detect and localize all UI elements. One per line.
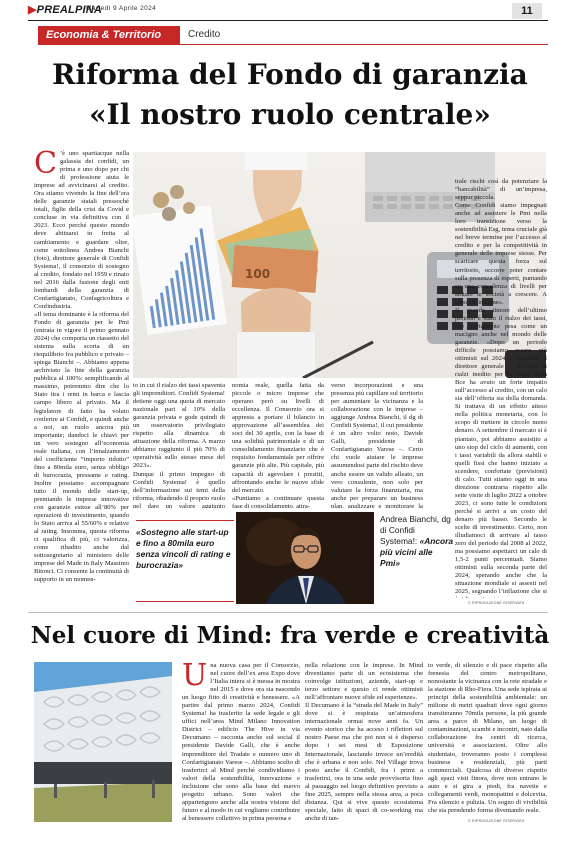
article2-column-1 (182, 662, 300, 822)
article1-credit: © RIPRODUZIONE RISERVATA (468, 601, 525, 605)
article1-caption-quote (380, 514, 454, 569)
article1-col3b-text: «Puntiamo a continuare questa fase di consolidamento, attra- (232, 494, 324, 508)
issue-date: Martedì 9 Aprile 2024 (86, 5, 157, 12)
section-subtag: Credito (188, 29, 221, 40)
andrea-bianchi-portrait (236, 512, 374, 604)
brand-text: PREALPINA (36, 4, 103, 16)
page-header (0, 0, 580, 20)
article1-column-2 (133, 382, 225, 508)
section-tag: Economia & Territorio (38, 26, 180, 44)
section-bar (38, 26, 220, 44)
article1-col2-text: to in cui il rialzo dei tassi spaventa gli imprenditori. Confidi Systema! detiene oggi una quota di mercato nazionale pari al 10% della garanzia privata e gode quindi di un osservatorio privilegiato rispetto alla dinamica di attuazione della riforma. A marzo abbiamo raggiunto il più 70% di operatività sullo stesso mese del 2023». (133, 382, 225, 470)
article2-col2-text: nella relazione con le imprese. In Mind diventiamo parte di un ecosistema che coinvolge istituzioni, aziende, start-up e terzo settore e questo ci rende ottimisti nell’affrontare nuove sfide ed esperienze». (305, 662, 423, 702)
article1-dropcap: C (34, 150, 57, 181)
article1-headline-line2: «Il nostro ruolo centrale» (89, 98, 491, 131)
article2-column-3 (428, 662, 547, 818)
article1-headline-line1: Riforma del Fondo di garanzia (52, 58, 528, 91)
article1-col5c-text: Il grande timore dell’ultimo periodo è stato il rialzo dei tassi, che ovviamente pesa come un macigno anche nel mondo delle garanzie. «Dopo un periodo difficile possiamo essere più ottimisti sul 2024 – conclude il direttore generale –. Il ciclo di rialzi inedito per la storia della Bce ha avuto un forte impatto sull’accesso al credito, con un calo sia dell’offerta sia della domanda. Si trattava di un effetto atteso nella politica monetaria, con lo scopo di mettere in circolo meno denaro. A settembre il mercato si è piantato, poi abbiamo assistito a uno stop del ciclo di aumenti, con i tassi variabili da allora stabili e quelli fissi che hanno iniziato a scendere, confortate (previsioni) di calo. Tutti stiamo oggi in una direzione contraria rispetto alle sette visite di luglio 2022 a ottobre 2023, ci sono tutte le condizioni perché si arrivi a un costo del denaro più basso. Secondo le scelte di investimento. Certo, non illudiamoci di arrivare al tasso zero del periodo dal 2008 al 2022, ma possiamo aspettarci un calo di 1,5-2 punti percentuali. Siamo ottimisti sulla seconda parte del 2024, sperando anche che la situazione mondiale si assesti nel 2025, segnando l’inflazione che si (455, 306, 547, 596)
article1-col2b-text: Dunque il primo impegno di Confidi Systema! è quello dell’informazione sui temi della riforma, ribadendo il proprio ruolo nel dare un valore aggiunto (133, 470, 225, 508)
article1-col5-text: trale rischi così da potenziare la “bancabilità” di un’impresa, seppur piccola. (455, 178, 547, 202)
article2-headline: Nel cuore di Mind: fra verde e creatività (30, 622, 550, 649)
article2-credit: © RIPRODUZIONE RISERVATA (468, 819, 525, 823)
article1-col1-text: ’è uno spartiacque nella galassia dei confidi, un prima e uno dopo per chi di professione aiuta le imprese ad avvicinarsi al credito. Ora stiamo vivendo la fine dell’era delle garanzie statali pressoché totali, figlie della crisi da Covid e concluse in via definitiva con il 2023. Ecco perché questo mondo deve abituarsi in fretta al cambiamento e guardare oltre, come sottolinea Andrea Bianchi (foto), direttore generale di Confidi Systema!, il consorzio di sostegno al credito, fondato nel 1959 e rinato nel 2016 dalla fusione degli enti lombardi della garanzia di Confartigianato, Confagricoltura e Confindustria. (34, 150, 129, 310)
header-rule (28, 20, 548, 21)
article2-photo (34, 662, 172, 822)
caption-quote: «Ancora più vicini alle Pmi» (380, 536, 454, 568)
portrait-photo-icon (236, 512, 374, 604)
article1-column-3 (232, 382, 324, 508)
caption-name: Andrea Bianchi, dg di Confidi Systema!: (380, 514, 451, 546)
article2-col3-text: to verde, di silenzio e di pace rispetto alla frenesia del centro metropolitano, nonostante la vicinanza con la rete stradale e la stazione di Rho-Fiera. Una sede ispirata ai principi della sostenibilità ambientale: un milione di metri quadrati dove ogni giorno transiteranno 70mila persone, la più grande area a parco di Milano, un luogo di contaminazioni, scambi e incontri, nato dalla collaborazione fra centri di ricerca, università e associazioni. Oltre allo studentato, troveranno posto i complessi business e residenziali, più parti commerciali. Qualcosa di diverso rispetto agli spazi visti finora, dove non entrano le auto e si gira a piedi, fra navette e collegamenti verdi, monopattini e dolcevita. Fra silenzio e pulizia. Un sogno di vivibilità che sta prendendo forma diventando reale. (428, 662, 547, 814)
section-rule (38, 44, 548, 45)
article1-column-4 (331, 382, 423, 508)
article2-dropcap: U (182, 662, 208, 693)
svg-text:100: 100 (245, 267, 271, 281)
article-divider (28, 612, 548, 613)
brand-mark-icon: ▶ (28, 4, 37, 16)
article1-col1b-text: «Il tema dominante è la riforma del Fondo di garanzia per le Pmi (entrata in vigore il primo gennaio 2024) che comporta un riassetto del sistema sulla scorta di un riequilibrio fra pubblico e privato – spiega Bianchi –. Abbiamo appena archiviato la fine della garanzia pubblica al 100%: semplificando al massimo, potremmo dire che lo Stato tira i remi in barca e lascia campo libero al privato. Ma il legislatore di fatto ha voluto conferire ai Confidi, e quindi anche a noi, un ruolo ancora più importante; dandoci le chiavi per un vero sostegno all’economia reale italiana, con l’innalzamento del coefficiente “importo ridotto” fino a 80mila euro, senza obbligo di burocrazia, pressante e rating. Inoltre possiamo accompagnare tutto il mondo delle start-up, premiando le imprese innovative con garanzie estese all’80% per operazioni di investimento, quando lo Stato arriva al 55/60% e relative al rating. Insomma, questa riforma ci qualifica di più, ci valorizza, come ribadito anche dal sottosegretario al ministero delle imprese del Made in Italy Massimo Bitonci. Ci consente la continuità di supporto in un momen- (34, 310, 129, 584)
article1-column-1 (34, 150, 129, 610)
article2-col2b-text: Il Decumano è la “strada del Made in Italy” dove si è respirata un’atmosfera internazionale ormai nove anni fa. Un evento storico che ha acceso i riflettori sul nostro Paese ma che poi non si è disperso dopo i sei mesi di Esposizione Internazionale, lasciando invece un’eredità che è urbana e non solo. Nel Village trova posto anche il Confidi, fra i primi a trasferirsi, ora in una sede provvisoria fino al passaggio nel luogo definitivo previsto a fine 2025, sempre nella stessa area, a poca distanza. Qui si vive questo ecosistema speciale, fatto di spazi di co-working ma anche di tan- (305, 702, 423, 822)
building-photo-icon (34, 662, 172, 822)
article1-col5b-text: Come Confidi siamo impegnati anche ad assistere le Pmi nella loro transizione verso la sostenibilità Esg, tema cruciale già nel breve termine per l’accesso al credito e per la competitività in generale delle imprese stesse. Per scaricare questa forza sul territorio, occorre poter contare sulla presenza di esperti, puntando su una consulenza di livelli per aiutare le società a crescere. A crescere insieme». (455, 202, 547, 306)
page-number: 11 (512, 3, 542, 19)
article2-col1-text: na nuova casa per il Consorzio, nel cuore dell’ex area Expo dove l’Italia intera si è messa in mostra nel 2015 e dove ora sta nascendo un luogo fitto di creatività e benessere. «A partire dal primo marzo 2024, Confidi Systema! ha trasferito la sede legale e gli uffici nell’area Mind Milano Innovation District – edificio The Hive in via Decumano – racconta anche sul social il presidente Davide Galli, che è anche imprenditore del Tradate e numero uno di Confartigianato Varese –. Abbiamo scelto di trasferirci al Mind perché condividiamo i valori della sostenibilità, innovazione e inclusione che sono alla base del nuovo progetto urbano. Sono valori che appartengono anche alla nostra visione del futuro e al modo in cui vogliamo contribuire al benessere collettivo in prima persona e (182, 662, 300, 822)
article1-col3-text: nomia reale, quella fatta da piccole o micro imprese che operano però su livelli di eccellenza. Il Consorzio ora si appresta a portare il bilancio in approvazione all’assemblea dei soci del 30 aprile, con la base di una solidità patrimoniale e di un consolidamento finanziario che è requisito fondamentale per offrire garanzie più alte. Più capitale, più capacità di agevolare i prestiti, affrontando anche le nuove sfide del mercato. (232, 382, 324, 494)
article1-column-5 (455, 178, 547, 598)
article1-pull-quote: «Sostegno alle start-up e fino a 80mila euro senza vincoli di rating e burocrazia» (136, 520, 234, 602)
article1-col4-text: verso incorporazioni e una presenza più capillare sul territorio per aumentare la vicinanza e la collaborazione con le imprese – aggiunge Andrea Bianchi, il dg di Confidi Systema!, il cui presidente è un altro volto noto, Davide Galli, presidente di Confartigianato Varese –. Certo chi vuole aiutare le imprese assumendosi parte del rischio deve anche essere un valido alleato, un vero consulente, non solo per valutare la forza finanziaria, ma anche per preparare un business plan, analizzare e monitorare la (331, 382, 423, 508)
article2-column-2 (305, 662, 423, 822)
